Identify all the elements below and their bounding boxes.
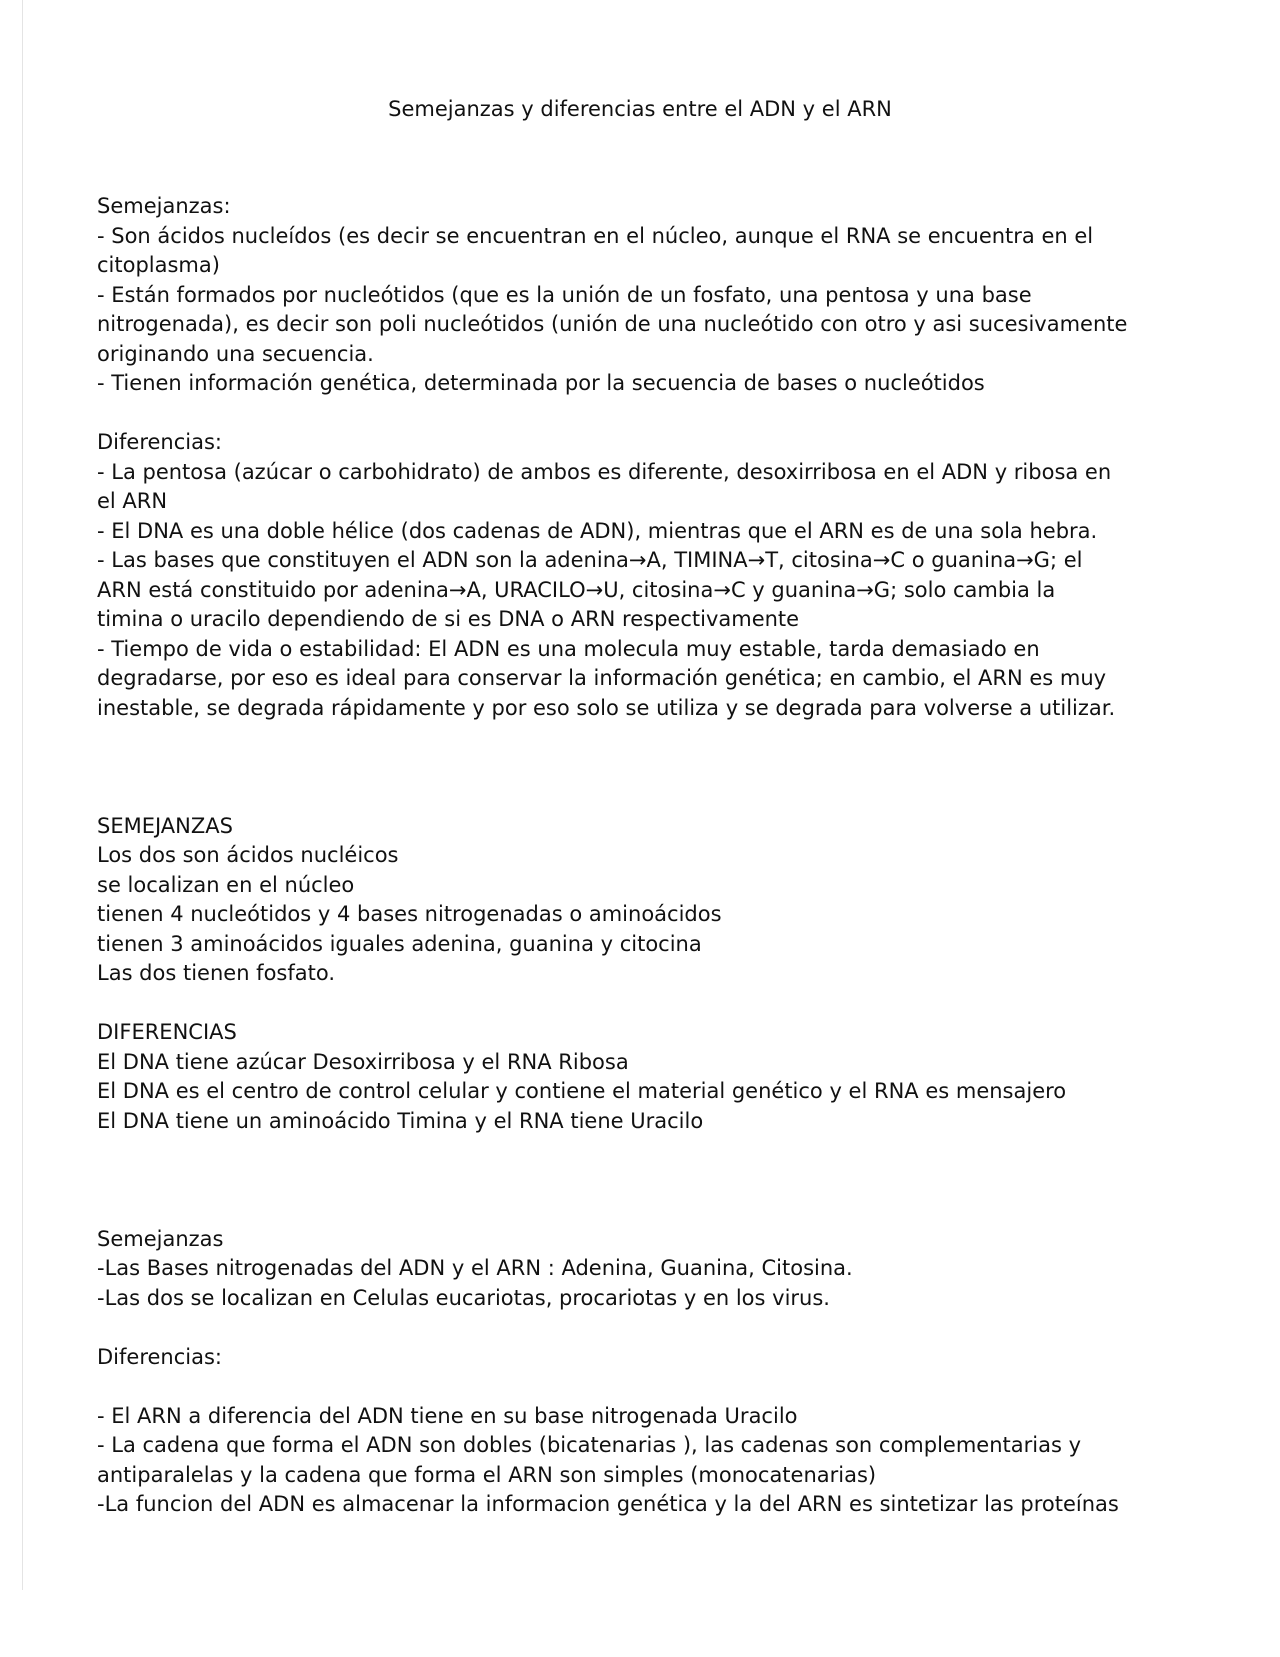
block1-diferencias-line: timina o uracilo dependiendo de si es DNA o ARN respectivamente	[97, 607, 800, 631]
block2-diferencias-heading: DIFERENCIAS	[97, 1020, 237, 1044]
block3-diferencias-line: - La cadena que forma el ADN son dobles (bicatenarias ), las cadenas son complementarias y	[97, 1433, 1082, 1457]
block2-semejanzas-line: Las dos tienen fosfato.	[97, 961, 336, 985]
block1-semejanzas-line: - Tienen información genética, determinada por la secuencia de bases o nucleótidos	[97, 371, 985, 395]
block3-semejanzas-line: -Las dos se localizan en Celulas eucariotas, procariotas y en los virus.	[97, 1285, 830, 1310]
block1-semejanzas-line: originando una secuencia.	[97, 341, 374, 366]
block3-diferencias-line: -La funcion del ADN es almacenar la informacion genética y la del ARN es sintetizar las proteínas	[97, 1492, 1119, 1516]
block3-semejanzas-heading: Semejanzas	[97, 1226, 224, 1251]
block1-semejanzas-line: nitrogenada), es decir son poli nucleótidos (unión de una nucleótido con otro y asi sucesivamente	[97, 312, 1128, 336]
spacer	[97, 399, 1197, 429]
block3-diferencias-line: - El ARN a diferencia del ADN tiene en su base nitrogenada Uracilo	[97, 1403, 798, 1428]
block1-semejanzas	[97, 192, 1197, 399]
block2-semejanzas-line: Los dos son ácidos nucléicos	[97, 843, 399, 867]
block1-diferencias-line: degradarse, por eso es ideal para conservar la información genética; en cambio, el ARN es muy	[97, 666, 1107, 690]
block1-diferencias-heading: Diferencias:	[97, 430, 222, 454]
block1-diferencias-line: ARN está constituido por adenina→A, URACILO→U, citosina→C y guanina→G; solo cambia la	[97, 577, 1056, 602]
block1-diferencias-line: - El DNA es una doble hélice (dos cadenas de ADN), mientras que el ARN es de una sola hebra.	[97, 518, 1098, 543]
block1-semejanzas-line: citoplasma)	[97, 253, 220, 277]
block1-semejanzas-line: - Son ácidos nucleídos (es decir se encuentran en el núcleo, aunque el RNA se encuentra en el	[97, 223, 1094, 248]
block2-semejanzas	[97, 812, 1197, 989]
spacer	[97, 989, 1197, 1019]
spacer	[97, 1313, 1197, 1343]
block1-diferencias-line: - Tiempo de vida o estabilidad: El ADN es una molecula muy estable, tarda demasiado en	[97, 636, 1040, 661]
document-body	[97, 192, 1197, 1520]
spacer	[97, 1136, 1197, 1225]
block3-semejanzas-line: -Las Bases nitrogenadas del ADN y el ARN : Adenina, Guanina, Citosina.	[97, 1256, 853, 1280]
block1-semejanzas-heading: Semejanzas:	[97, 194, 231, 218]
block2-semejanzas-line: tienen 3 aminoácidos iguales adenina, guanina y citocina	[97, 931, 702, 956]
block2-diferencias	[97, 1018, 1197, 1136]
block2-semejanzas-line: tienen 4 nucleótidos y 4 bases nitrogenadas o aminoácidos	[97, 902, 722, 926]
block1-semejanzas-line: - Están formados por nucleótidos (que es la unión de un fosfato, una pentosa y una base	[97, 282, 1032, 307]
block1-diferencias	[97, 428, 1197, 723]
block2-semejanzas-line: se localizan en el núcleo	[97, 872, 355, 897]
block3-diferencias-line: antiparalelas y la cadena que forma el ARN son simples (monocatenarias)	[97, 1462, 877, 1487]
block1-diferencias-line: inestable, se degrada rápidamente y por eso solo se utiliza y se degrada para volverse a utilizar.	[97, 695, 1116, 720]
block3-diferencias-heading: Diferencias:	[97, 1344, 222, 1369]
spacer	[97, 1372, 1197, 1402]
page-title: Semejanzas y diferencias entre el ADN y el ARN	[388, 97, 892, 121]
page-edge	[22, 0, 23, 1590]
block2-semejanzas-heading: SEMEJANZAS	[97, 813, 233, 838]
block3-diferencias	[97, 1343, 1197, 1520]
block1-diferencias-line: - La pentosa (azúcar o carbohidrato) de ambos es diferente, desoxirribosa en el ADN y ribosa en	[97, 459, 1112, 484]
spacer	[97, 723, 1197, 812]
block1-diferencias-line: el ARN	[97, 489, 168, 513]
block2-diferencias-line: El DNA tiene azúcar Desoxirribosa y el RNA Ribosa	[97, 1049, 629, 1074]
block2-diferencias-line: El DNA es el centro de control celular y contiene el material genético y el RNA es mensajero	[97, 1079, 1067, 1103]
block3-semejanzas	[97, 1225, 1197, 1314]
block2-diferencias-line: El DNA tiene un aminoácido Timina y el RNA tiene Uracilo	[97, 1108, 704, 1133]
block1-diferencias-line: - Las bases que constituyen el ADN son la adenina→A, TIMINA→T, citosina→C o guanina→G; el	[97, 548, 1083, 572]
